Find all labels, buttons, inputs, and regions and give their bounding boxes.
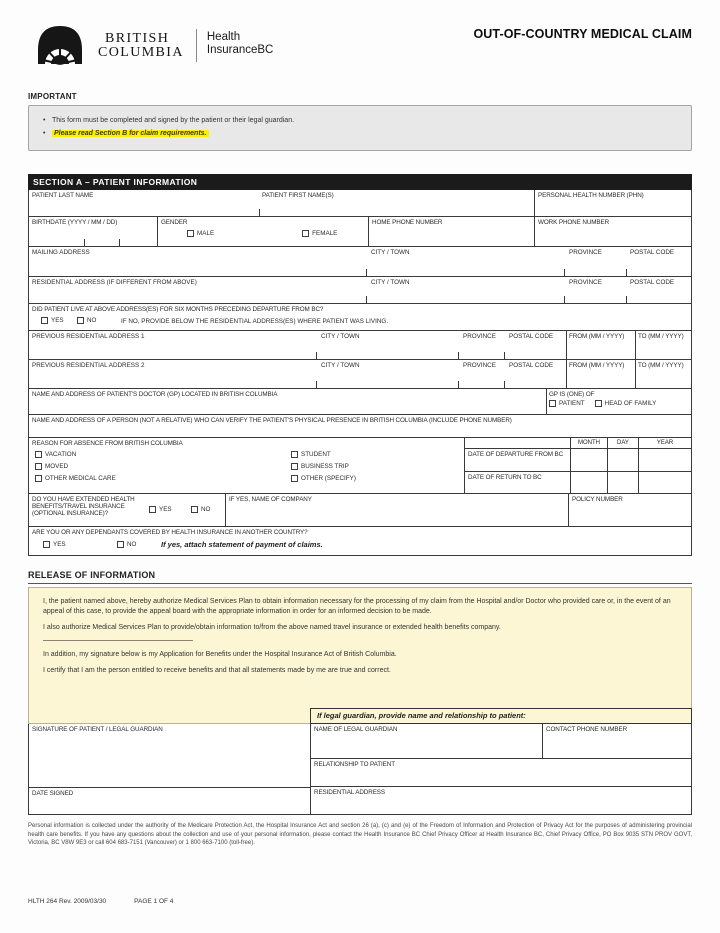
brand-line1: BRITISH: [105, 31, 170, 46]
male-checkbox[interactable]: [187, 230, 194, 237]
row-mailing-address[interactable]: [29, 246, 691, 276]
return-month-field[interactable]: [570, 472, 607, 494]
reason-col-2: STUDENT BUSINESS TRIP OTHER (SPECIFY): [291, 451, 356, 482]
row-birthdate-gender-phones: [29, 216, 691, 246]
reason-absence-cell: REASON FOR ABSENCE FROM BRITISH COLUMBIA: [32, 440, 183, 447]
signature-field[interactable]: SIGNATURE OF PATIENT / LEGAL GUARDIAN: [32, 726, 163, 733]
gp-head-of-family-option: HEAD OF FAMILY: [595, 400, 657, 407]
postal-code-label: POSTAL CODE: [630, 249, 675, 256]
gp-check-cell: GP IS (ONE) OF PATIENT HEAD OF FAMILY: [546, 389, 691, 414]
important-heading: IMPORTANT: [28, 92, 77, 101]
city-town-label: CITY / TOWN: [371, 249, 410, 256]
female-checkbox[interactable]: [302, 230, 309, 237]
insurance-no-checkbox[interactable]: [191, 506, 198, 513]
six-months-yes-checkbox[interactable]: [41, 317, 48, 324]
other-country-yes-checkbox[interactable]: [43, 541, 50, 548]
privacy-statement: Personal information is collected under the authority of the Medicare Protection Act, the Hospital Insurance Act and section 26 (a), (c) and (e) of the Freedom of Information and Protection of Privacy Act for the purposes of administering provincial health care benefits. If you have any questions about the collection and use of your personal information, please contact the Health Insurance BC Chief Privacy Officer at Health Insurance BC, Chief Privacy Office, PO Box 9035 STN PROV GOVT, Victoria, BC V8W 9E3 or call 604 683-7151 (Vancouver) or 1 800 663-7100 (toll-free).: [28, 823, 692, 846]
patient-last-name-field[interactable]: PATIENT LAST NAME: [32, 192, 94, 199]
home-phone-field[interactable]: HOME PHONE NUMBER: [368, 217, 534, 246]
release-heading: RELEASE OF INFORMATION: [28, 570, 692, 584]
date-signed-field[interactable]: DATE SIGNED: [29, 787, 310, 814]
other-country-no-option: NO: [117, 541, 136, 548]
row-reason-absence: [29, 437, 691, 493]
insurance-no-option: NO: [191, 506, 210, 513]
policy-number-field[interactable]: POLICY NUMBER: [568, 494, 691, 526]
year-header: YEAR: [638, 438, 691, 448]
other-country-question: ARE YOU OR ANY DEPENDANTS COVERED BY HEALTH INSURANCE IN ANOTHER COUNTRY?: [32, 529, 308, 536]
other-country-no-checkbox[interactable]: [117, 541, 124, 548]
reason-col-1: VACATION MOVED OTHER MEDICAL CARE: [35, 451, 116, 482]
brand-line2: COLUMBIA: [98, 44, 184, 60]
section-a-table: [28, 190, 692, 556]
female-option: FEMALE: [302, 230, 337, 237]
row-previous-address-1[interactable]: PREVIOUS RESIDENTIAL ADDRESS 1 CITY / TOWN PROVINCE POSTAL CODE FROM (MM / YYYY) TO (MM / YYYY): [29, 330, 691, 359]
dates-header: [465, 438, 691, 449]
contact-phone-field[interactable]: CONTACT PHONE NUMBER: [542, 724, 691, 758]
mailing-address-label: MAILING ADDRESS: [32, 249, 90, 256]
release-box: [28, 587, 692, 724]
departure-day-field[interactable]: [607, 449, 638, 471]
gp-field[interactable]: NAME AND ADDRESS OF PATIENT'S DOCTOR (GP) LOCATED IN BRITISH COLUMBIA: [32, 391, 278, 398]
patient-first-name-field[interactable]: PATIENT FIRST NAME(S): [259, 190, 534, 216]
highlighted-note: Please read Section B for claim requirements.: [54, 130, 207, 137]
signature-table: [28, 724, 692, 815]
brand-divider: [196, 29, 197, 62]
province-label: PROVINCE: [569, 249, 602, 256]
departure-month-field[interactable]: [570, 449, 607, 471]
six-months-yes-option: YES: [41, 317, 64, 324]
insurance-company-field[interactable]: IF YES, NAME OF COMPANY: [225, 494, 568, 526]
previous-address-2-label: PREVIOUS RESIDENTIAL ADDRESS 2: [32, 362, 145, 369]
dept-line2: InsuranceBC: [206, 44, 274, 56]
gender-field: GENDER MALE FEMALE: [157, 217, 368, 246]
reason-other-checkbox[interactable]: [291, 475, 298, 482]
brand-wordmark: [98, 32, 184, 59]
dept-line1: Health: [206, 31, 241, 43]
release-divider-line: [43, 640, 193, 641]
row-confirm-person[interactable]: [29, 414, 691, 437]
confirm-person-field[interactable]: NAME AND ADDRESS OF A PERSON (NOT A RELATIVE) WHO CAN VERIFY THE PATIENT'S PHYSICAL PRESENCE IN BRITISH COLUMBIA (INCLUDE PHONE NUMBER): [32, 417, 512, 424]
other-country-note: If yes, attach statement of payment of claims.: [161, 540, 323, 549]
gp-patient-checkbox[interactable]: [549, 400, 556, 407]
reason-moved-checkbox[interactable]: [35, 463, 42, 470]
male-option: MALE: [187, 230, 214, 237]
release-paragraph-1: I, the patient named above, hereby authorize Medical Services Plan to obtain information necessary for the processing of my claim from the Hospital and/or Doctor who provided care or, in the event of an appeal of this case, to provide the appeal board with the appropriate information in order for an informed decision to be made.: [43, 598, 671, 615]
important-notice-box: [28, 105, 692, 151]
release-paragraph-3: In addition, my signature below is my Application for Benefits under the Hospital Insurance Act of British Columbia.: [43, 650, 397, 658]
dept-wordmark: [207, 31, 273, 57]
important-bullet-2: [41, 127, 679, 140]
phn-field[interactable]: PERSONAL HEALTH NUMBER (PHN): [534, 190, 691, 216]
release-paragraph-2: I also authorize Medical Services Plan to provide/obtain information to/from the above named travel insurance or extended health benefits company.: [43, 624, 501, 631]
departure-date-row: DATE OF DEPARTURE FROM BC: [465, 449, 691, 471]
six-months-question: DID PATIENT LIVE AT ABOVE ADDRESS(ES) FOR SIX MONTHS PRECEDING DEPARTURE FROM BC?: [32, 306, 324, 313]
section-a-bar: SECTION A – PATIENT INFORMATION: [28, 174, 692, 190]
six-months-no-checkbox[interactable]: [77, 317, 84, 324]
six-months-note: IF NO, PROVIDE BELOW THE RESIDENTIAL ADDRESS(ES) WHERE PATIENT WAS LIVING.: [121, 318, 389, 325]
form-code: HLTH 264 Rev. 2009/03/30: [28, 898, 107, 905]
from-date-field[interactable]: FROM (MM / YYYY): [566, 331, 635, 359]
row-six-months-question: [29, 303, 691, 330]
row-insurance: [29, 493, 691, 526]
row-other-country: [29, 526, 691, 555]
important-bullet-1: • This form must be completed and signed by the patient or their legal guardian.: [41, 114, 679, 127]
insurance-yes-option: YES: [149, 506, 172, 513]
reason-other-medical-checkbox[interactable]: [35, 475, 42, 482]
insurance-question-cell: DO YOU HAVE EXTENDED HEALTH BENEFITS/TRAVEL INSURANCE (OPTIONAL INSURANCE)? YES NO: [32, 496, 211, 517]
row-previous-address-2[interactable]: PREVIOUS RESIDENTIAL ADDRESS 2 CITY / TOWN PROVINCE POSTAL CODE FROM (MM / YYYY) TO (MM / YYYY): [29, 359, 691, 388]
gp-patient-option: PATIENT: [549, 400, 585, 407]
relationship-field[interactable]: RELATIONSHIP TO PATIENT: [311, 758, 691, 786]
birthdate-field[interactable]: BIRTHDATE (YYYY / MM / DD): [29, 217, 157, 246]
reason-vacation-checkbox[interactable]: [35, 451, 42, 458]
six-months-no-option: NO: [77, 317, 96, 324]
return-date-row: DATE OF RETURN TO BC: [465, 471, 691, 494]
guardian-header: If legal guardian, provide name and relationship to patient:: [310, 708, 692, 724]
release-paragraph-4: I certify that I am the person entitled to receive benefits and that all statements made by me are true and correct.: [43, 667, 391, 674]
return-year-field[interactable]: [638, 472, 691, 494]
reason-business-trip-checkbox[interactable]: [291, 463, 298, 470]
bc-crest-icon: [36, 24, 84, 65]
month-header: MONTH: [570, 438, 607, 448]
row-residential-address[interactable]: RESIDENTIAL ADDRESS (IF DIFFERENT FROM ABOVE) CITY / TOWN PROVINCE POSTAL CODE: [29, 276, 691, 303]
insurance-yes-checkbox[interactable]: [149, 506, 156, 513]
to-date-field[interactable]: TO (MM / YYYY): [635, 331, 691, 359]
row-patient-name: [29, 190, 691, 216]
gp-head-of-family-checkbox[interactable]: [595, 400, 602, 407]
return-day-field[interactable]: [607, 472, 638, 494]
guardian-residential-address-field[interactable]: RESIDENTIAL ADDRESS: [311, 786, 691, 813]
form-footer: [28, 898, 173, 905]
bc-brand-block: [28, 24, 273, 65]
row-gp: [29, 388, 691, 414]
work-phone-field[interactable]: WORK PHONE NUMBER: [534, 217, 691, 246]
previous-address-1-label: PREVIOUS RESIDENTIAL ADDRESS 1: [32, 333, 145, 340]
guardian-name-field[interactable]: NAME OF LEGAL GUARDIAN: [314, 726, 398, 733]
reason-student-checkbox[interactable]: [291, 451, 298, 458]
day-header: DAY: [607, 438, 638, 448]
residential-address-label: RESIDENTIAL ADDRESS (IF DIFFERENT FROM ABOVE): [32, 279, 197, 286]
form-header: [28, 24, 692, 65]
departure-year-field[interactable]: [638, 449, 691, 471]
page-title: OUT-OF-COUNTRY MEDICAL CLAIM: [473, 27, 692, 41]
other-country-yes-option: YES: [43, 541, 66, 548]
travel-dates-table: [464, 438, 691, 493]
page-number: PAGE 1 OF 4: [134, 898, 174, 905]
